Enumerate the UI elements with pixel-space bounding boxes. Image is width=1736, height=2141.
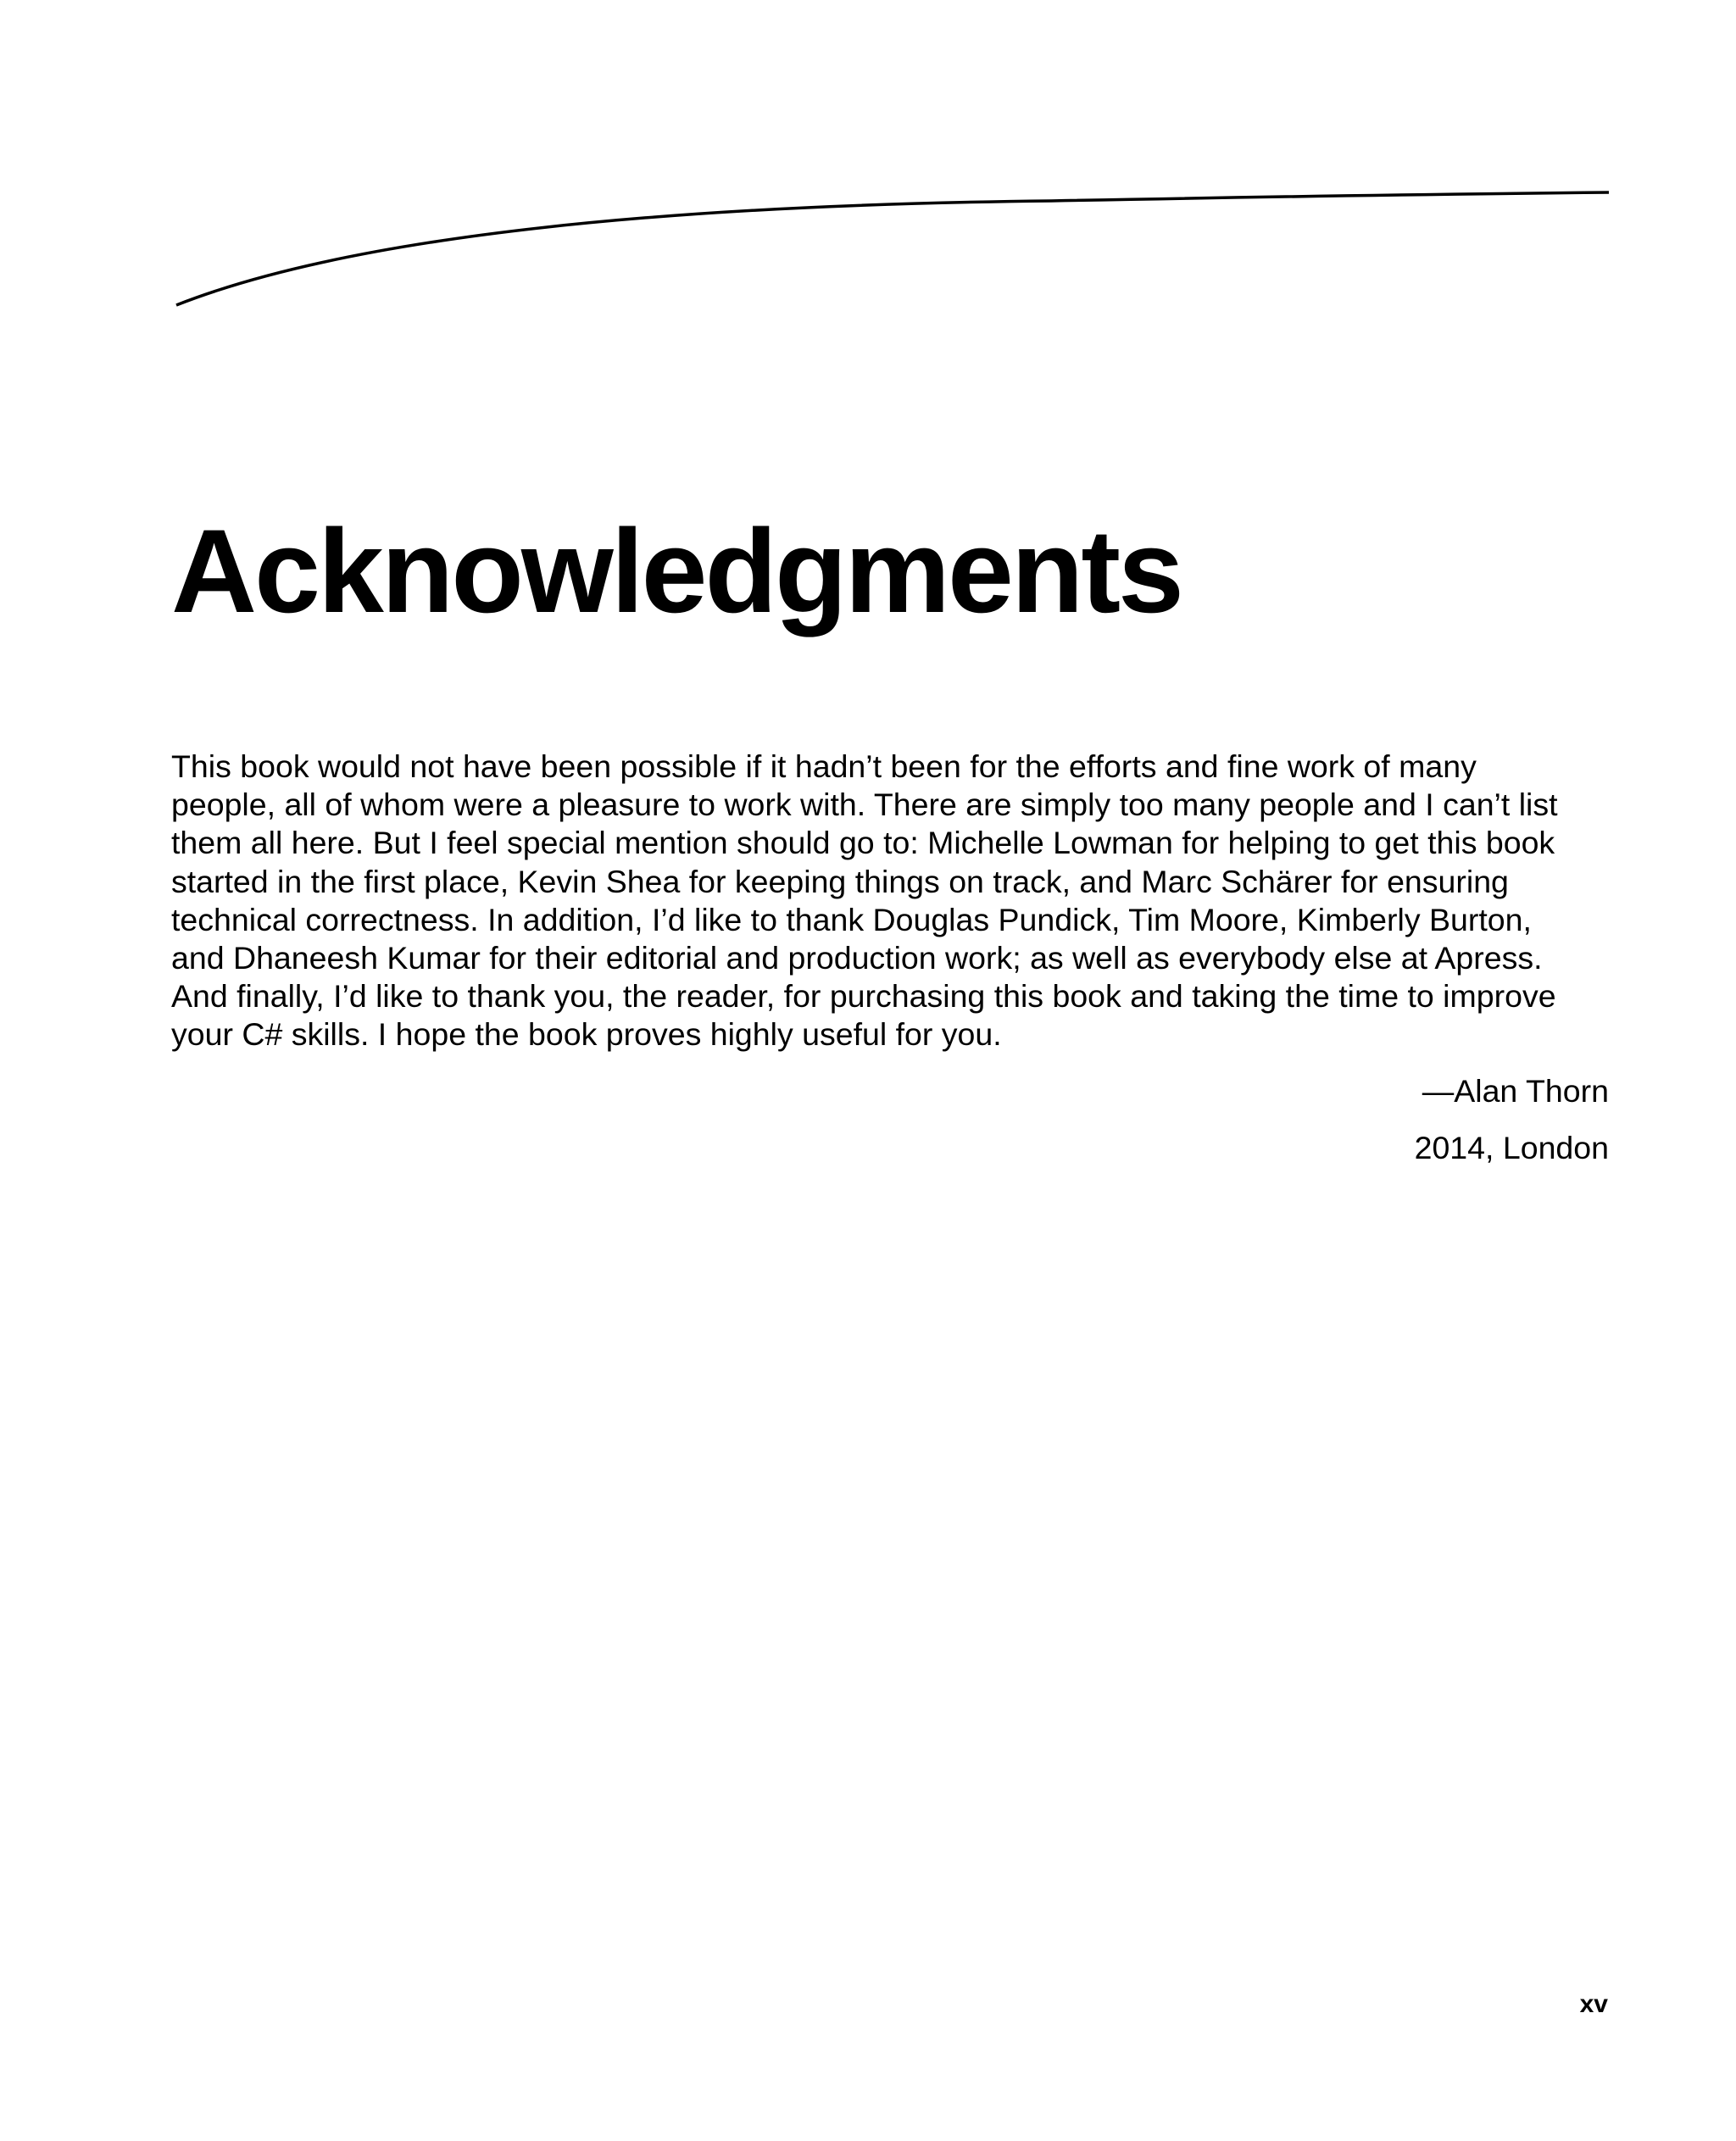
signature-block <box>1415 1072 1609 1167</box>
paragraph-line: This book would not have been possible if it hadn’t been for the efforts and fine work of many <box>171 748 1477 784</box>
page-title: Acknowledgments <box>171 504 1182 637</box>
paragraph-line: people, all of whom were a pleasure to work with. There are simply too many people and I can’t list <box>171 787 1558 823</box>
decorative-arc <box>0 0 1736 339</box>
paragraph-line: them all here. But I feel special mention should go to: Michelle Lowman for helping to get this book <box>171 825 1555 861</box>
paragraph-line: technical correctness. In addition, I’d like to thank Douglas Pundick, Tim Moore, Kimberly Burton, <box>171 901 1532 937</box>
date-location: 2014, London <box>1414 1130 1609 1165</box>
author-signature: —Alan Thorn <box>1422 1073 1609 1109</box>
paragraph-line: and Dhaneesh Kumar for their editorial and production work; as well as everybody else at Apress. <box>171 940 1543 976</box>
paragraph-line: started in the first place, Kevin Shea for keeping things on track, and Marc Schärer for ensuring <box>171 863 1509 899</box>
page-number: xv <box>1579 1990 1608 2018</box>
acknowledgment-paragraph <box>171 748 1612 1054</box>
paragraph-line: your C# skills. I hope the book proves highly useful for you. <box>171 1016 1002 1053</box>
paragraph-line: And finally, I’d like to thank you, the reader, for purchasing this book and taking the time to improve <box>171 978 1556 1015</box>
